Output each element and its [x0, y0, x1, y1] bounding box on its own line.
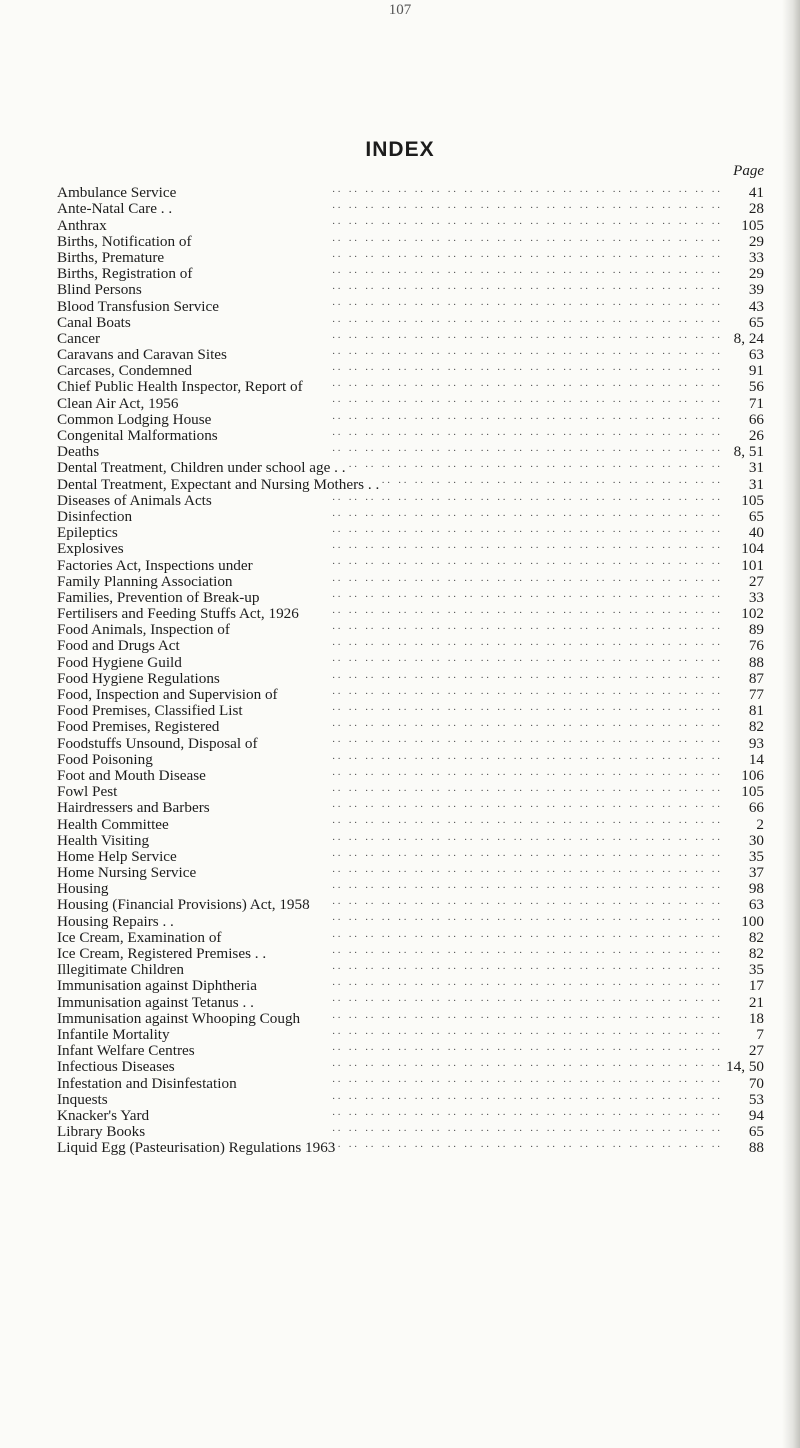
index-entry-label: Diseases of Animals Acts — [57, 491, 212, 509]
index-entry-label: Family Planning Association — [57, 572, 233, 590]
dot-leader — [169, 812, 724, 828]
dot-leader — [117, 780, 724, 796]
index-entry-page: 91 — [748, 362, 764, 380]
dot-leader — [278, 683, 724, 699]
index-list — [57, 181, 764, 1157]
index-entry-label: Health Committee — [57, 815, 169, 833]
index-entry — [57, 926, 764, 946]
index-entry — [57, 1039, 764, 1060]
index-entry-page: 8, 51 — [733, 443, 764, 461]
index-entry — [57, 213, 764, 234]
dot-leader — [178, 391, 724, 407]
dot-leader — [177, 845, 724, 861]
index-entry-page: 82 — [748, 945, 764, 963]
dot-leader — [192, 230, 724, 246]
index-entry-page: 43 — [748, 297, 764, 315]
page-number: 107 — [388, 2, 412, 18]
index-entry-label: Liquid Egg (Pasteurisation) Regulations 1963 — [57, 1139, 336, 1157]
index-entry-label: Foot and Mouth Disease — [57, 766, 206, 784]
index-entry-label: Home Help Service — [57, 847, 177, 865]
dot-leader — [131, 311, 724, 327]
index-entry-label: Housing (Financial Provisions) Act, 1958 — [57, 896, 310, 914]
dot-leader — [219, 715, 724, 731]
index-entry — [57, 586, 764, 606]
dot-leader — [149, 829, 724, 845]
dot-leader — [195, 1039, 724, 1055]
index-entry-label: Food Poisoning — [57, 750, 153, 768]
dot-leader — [300, 1007, 724, 1023]
index-entry-page: 35 — [748, 961, 764, 979]
index-entry — [57, 521, 764, 542]
index-entry-label: Food Premises, Classified List — [57, 702, 243, 720]
index-entry — [57, 861, 764, 882]
dot-leader — [212, 489, 724, 505]
index-entry-page: 81 — [748, 702, 764, 720]
index-entry-label: Infant Welfare Centres — [57, 1042, 195, 1060]
index-entry-label: Fertilisers and Feeding Stuffs Act, 1926 — [57, 605, 299, 623]
index-entry-label: Hairdressers and Barbers — [57, 799, 210, 817]
dot-leader — [175, 1055, 724, 1071]
dot-leader — [227, 343, 724, 359]
index-entry-page: 93 — [748, 734, 764, 752]
index-entry — [57, 408, 764, 428]
index-entry-label: Infestation and Disinfestation — [57, 1074, 237, 1092]
dot-leader — [145, 1120, 724, 1136]
index-entry-page: 77 — [748, 686, 764, 704]
index-entry — [57, 424, 764, 445]
dot-leader — [196, 861, 724, 877]
index-entry — [57, 197, 764, 218]
index-entry-page: 53 — [748, 1090, 764, 1108]
index-entry-label: Clean Air Act, 1956 — [57, 394, 179, 412]
dot-leader — [237, 1071, 724, 1087]
index-entry-page: 28 — [748, 200, 764, 218]
index-entry-page: 76 — [748, 637, 764, 655]
dot-leader — [218, 424, 724, 440]
dot-leader — [170, 1023, 724, 1039]
index-entry-label: Births, Registration of — [57, 265, 193, 283]
index-entry-label: Immunisation against Diphtheria — [57, 977, 257, 995]
index-entry-page: 63 — [748, 346, 764, 364]
index-entry — [57, 618, 764, 639]
index-entry-page: 98 — [748, 880, 764, 898]
index-entry — [57, 359, 764, 380]
index-entry-page: 2 — [756, 815, 764, 833]
index-entry-page: 102 — [741, 605, 764, 623]
index-entry — [57, 877, 764, 898]
index-entry-label: Dental Treatment, Expectant and Nursing Mothers . . — [57, 475, 380, 493]
index-entry-label: Blind Persons — [57, 281, 142, 299]
index-entry — [57, 294, 764, 315]
dot-leader — [233, 570, 724, 586]
index-entry — [57, 181, 764, 202]
index-entry — [57, 505, 764, 525]
index-entry-label: Anthrax — [57, 216, 107, 234]
index-entry-label: Ice Cream, Registered Premises . . — [57, 945, 267, 963]
index-entry-label: Canal Boats — [57, 313, 131, 331]
dot-leader — [257, 974, 724, 990]
index-entry-label: Food Hygiene Guild — [57, 653, 182, 671]
dot-leader — [299, 602, 724, 618]
index-entry-page: 26 — [748, 427, 764, 445]
page-column-header: Page — [733, 163, 764, 179]
index-entry-label: Food Hygiene Regulations — [57, 669, 220, 687]
dot-leader — [346, 456, 724, 472]
index-entry-label: Ante-Natal Care . . — [57, 200, 173, 218]
index-entry — [57, 375, 764, 396]
index-entry-label: Caravans and Caravan Sites — [57, 346, 227, 364]
index-entry-label: Carcases, Condemned — [57, 362, 192, 380]
index-entry-page: 101 — [741, 556, 764, 574]
dot-leader — [164, 246, 724, 262]
index-entry — [57, 602, 764, 623]
index-entry-page: 14 — [748, 750, 764, 768]
index-entry — [57, 1120, 764, 1141]
index-entry-page: 30 — [748, 831, 764, 849]
index-entry-page: 82 — [748, 928, 764, 946]
index-entry-page: 31 — [748, 475, 764, 493]
index-entry — [57, 311, 764, 331]
index-entry — [57, 845, 764, 865]
index-entry-label: Chief Public Health Inspector, Report of — [57, 378, 303, 396]
index-entry-page: 27 — [748, 572, 764, 590]
index-entry-page: 35 — [748, 847, 764, 865]
index-entry-label: Health Visiting — [57, 831, 150, 849]
index-entry-page: 63 — [748, 896, 764, 914]
dot-leader — [379, 472, 724, 488]
dot-leader — [100, 327, 724, 343]
index-entry-label: Immunisation against Whooping Cough — [57, 1009, 301, 1027]
index-entry-page: 105 — [741, 783, 764, 801]
dot-leader — [210, 796, 724, 812]
index-entry-label: Food and Drugs Act — [57, 637, 180, 655]
index-entry — [57, 667, 764, 687]
index-entry-label: Food Animals, Inspection of — [57, 621, 230, 639]
dot-leader — [153, 748, 724, 764]
index-entry-label: Epileptics — [57, 524, 118, 542]
index-entry-label: Ice Cream, Examination of — [57, 928, 222, 946]
index-entry — [57, 1055, 764, 1076]
dot-leader — [266, 942, 724, 958]
dot-leader — [107, 213, 724, 229]
index-entry — [57, 764, 764, 784]
dot-leader — [310, 893, 724, 909]
index-entry — [57, 942, 764, 963]
index-entry-page: 82 — [748, 718, 764, 736]
index-entry-page: 65 — [748, 313, 764, 331]
index-entry-label: Library Books — [57, 1123, 146, 1141]
index-entry-label: Congenital Malformations — [57, 427, 218, 445]
index-entry — [57, 440, 764, 461]
index-entry-page: 37 — [748, 864, 764, 882]
index-entry-label: Disinfection — [57, 507, 133, 525]
index-entry — [57, 1104, 764, 1124]
dot-leader — [192, 359, 724, 375]
dot-leader — [259, 586, 724, 602]
index-entry-label: Illegitimate Children — [57, 961, 184, 979]
dot-leader — [172, 197, 724, 213]
index-entry-page: 41 — [748, 184, 764, 202]
index-entry-label: Housing — [57, 880, 109, 898]
index-entry-label: Infectious Diseases — [57, 1058, 175, 1076]
dot-leader — [180, 634, 724, 650]
index-entry-page: 33 — [748, 588, 764, 606]
index-entry-page: 7 — [756, 1025, 764, 1043]
index-entry — [57, 893, 764, 914]
index-entry — [57, 715, 764, 736]
index-entry — [57, 1088, 764, 1108]
index-entry-label: Common Lodging House — [57, 410, 212, 428]
index-entry-page: 94 — [748, 1106, 764, 1124]
index-entry-label: Food, Inspection and Supervision of — [57, 686, 278, 704]
page-title: INDEX — [365, 138, 435, 161]
index-entry-page: 17 — [748, 977, 764, 995]
index-entry-label: Home Nursing Service — [57, 864, 197, 882]
index-entry — [57, 683, 764, 704]
dot-leader — [219, 294, 724, 310]
index-entry-label: Ambulance Service — [57, 184, 177, 202]
dot-leader — [335, 1136, 724, 1152]
page-edge-shadow — [782, 0, 800, 1448]
index-entry-page: 89 — [748, 621, 764, 639]
index-entry-page: 100 — [741, 912, 764, 930]
index-entry-page: 87 — [748, 669, 764, 687]
dot-leader — [220, 667, 724, 683]
index-entry-page: 31 — [748, 459, 764, 477]
index-entry-label: Immunisation against Tetanus . . — [57, 993, 254, 1011]
dot-leader — [184, 958, 724, 974]
dot-leader — [230, 618, 724, 634]
index-entry-page: 65 — [748, 507, 764, 525]
index-entry-page: 8, 24 — [733, 329, 764, 347]
dot-leader — [108, 1088, 724, 1104]
dot-leader — [258, 731, 724, 747]
index-entry — [57, 262, 764, 283]
index-entry-label: Fowl Pest — [57, 783, 118, 801]
index-entry-page: 70 — [748, 1074, 764, 1092]
index-entry-label: Births, Premature — [57, 248, 165, 266]
dot-leader — [118, 521, 724, 537]
index-entry-page: 106 — [741, 766, 764, 784]
index-entry-page: 14, 50 — [726, 1058, 764, 1076]
dot-leader — [142, 278, 724, 294]
index-entry-page: 105 — [741, 491, 764, 509]
index-entry-page: 66 — [748, 410, 764, 428]
dot-leader — [149, 1104, 724, 1120]
index-entry-page: 66 — [748, 799, 764, 817]
index-entry-page: 88 — [748, 1139, 764, 1157]
index-entry-label: Knacker's Yard — [57, 1106, 150, 1124]
index-entry-page: 56 — [748, 378, 764, 396]
index-entry-page: 33 — [748, 248, 764, 266]
index-entry-label: Dental Treatment, Children under school age . . — [57, 459, 346, 477]
index-entry-page: 21 — [748, 993, 764, 1011]
dot-leader — [182, 650, 724, 666]
index-entry — [57, 634, 764, 655]
index-entry-page: 29 — [748, 232, 764, 250]
dot-leader — [192, 262, 724, 278]
index-entry — [57, 537, 764, 558]
index-entry — [57, 1023, 764, 1043]
index-entry — [57, 456, 764, 477]
index-entry-label: Births, Notification of — [57, 232, 192, 250]
dot-leader — [243, 699, 724, 715]
index-entry-label: Explosives — [57, 540, 124, 558]
index-entry-page: 18 — [748, 1009, 764, 1027]
index-entry-page: 88 — [748, 653, 764, 671]
dot-leader — [253, 553, 724, 569]
index-entry — [57, 327, 764, 347]
dot-leader — [221, 926, 724, 942]
index-entry-label: Factories Act, Inspections under — [57, 556, 253, 574]
index-entry-page: 40 — [748, 524, 764, 542]
index-entry-label: Infantile Mortality — [57, 1025, 170, 1043]
dot-leader — [124, 537, 724, 553]
index-entry-page: 71 — [748, 394, 764, 412]
index-entry-page: 39 — [748, 281, 764, 299]
index-entry — [57, 246, 764, 266]
index-entry-label: Housing Repairs . . — [57, 912, 174, 930]
dot-leader — [254, 990, 724, 1006]
index-entry — [57, 343, 764, 364]
dot-leader — [211, 408, 724, 424]
index-entry — [57, 974, 764, 995]
dot-leader — [132, 505, 724, 521]
index-entry — [57, 230, 764, 250]
index-entry — [57, 1136, 764, 1157]
dot-leader — [99, 440, 724, 456]
dot-leader — [303, 375, 724, 391]
index-entry — [57, 748, 764, 768]
index-entry-label: Foodstuffs Unsound, Disposal of — [57, 734, 258, 752]
index-entry-page: 27 — [748, 1042, 764, 1060]
dot-leader — [108, 877, 724, 893]
index-entry — [57, 780, 764, 801]
index-entry-page: 65 — [748, 1123, 764, 1141]
index-entry-label: Food Premises, Registered — [57, 718, 220, 736]
index-entry-label: Inquests — [57, 1090, 108, 1108]
index-entry — [57, 958, 764, 979]
dot-leader — [176, 181, 724, 197]
index-entry-label: Deaths — [57, 443, 100, 461]
index-entry — [57, 829, 764, 849]
index-entry-label: Cancer — [57, 329, 101, 347]
index-entry-page: 29 — [748, 265, 764, 283]
index-entry — [57, 796, 764, 817]
index-entry-page: 104 — [741, 540, 764, 558]
index-entry-page: 105 — [741, 216, 764, 234]
dot-leader — [206, 764, 724, 780]
index-entry — [57, 699, 764, 720]
index-entry — [57, 553, 764, 574]
dot-leader — [174, 909, 724, 925]
index-entry — [57, 278, 764, 299]
index-entry-label: Blood Transfusion Service — [57, 297, 220, 315]
index-entry-label: Families, Prevention of Break-up — [57, 588, 260, 606]
